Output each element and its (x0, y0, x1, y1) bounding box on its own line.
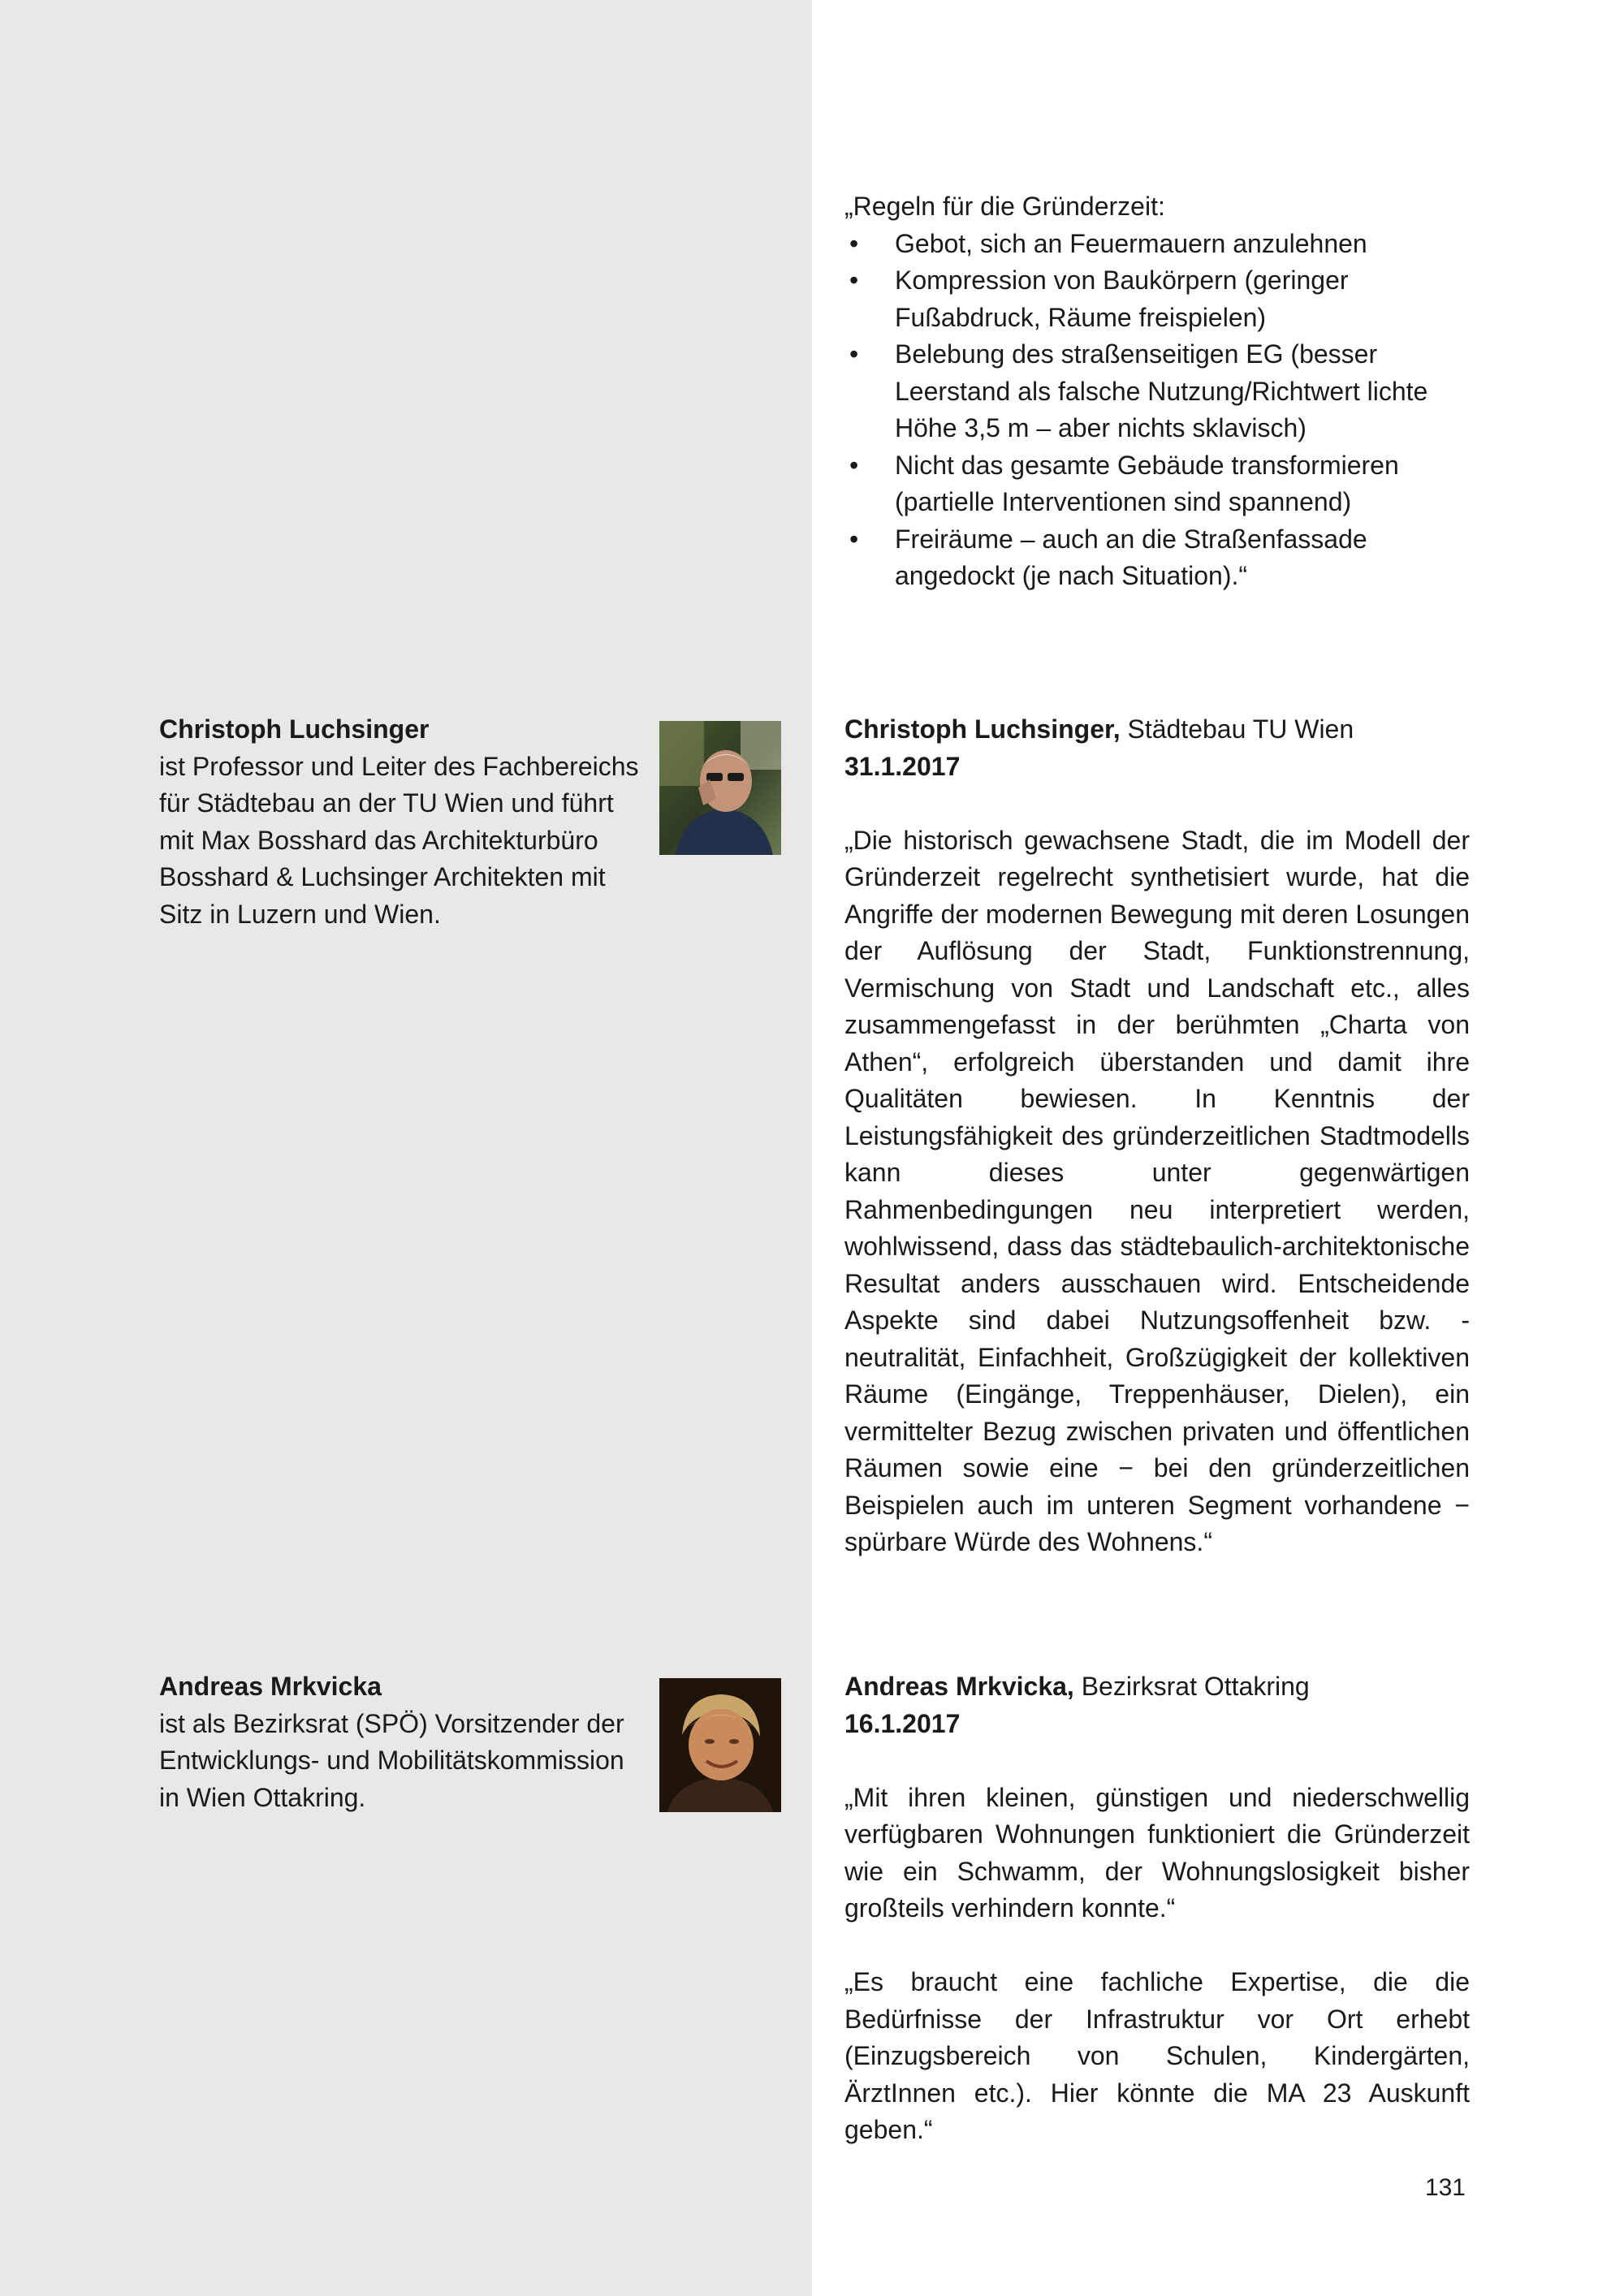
rules-list (844, 226, 1470, 595)
statement-quote-1: „Mit ihren kleinen, günstigen und niederschwellig verfügbaren Wohnungen funktioniert die Gründerzeit wie ein Schwamm, der Wohnungslosigkeit bisher großteils verhindern konnte.“ (844, 1782, 1470, 1923)
statement-author: Andreas Mrkvicka, (844, 1672, 1074, 1701)
portrait-image (659, 721, 781, 855)
statement-luchsinger (844, 711, 1470, 1561)
bio-text: ist als Bezirksrat (SPÖ) Vorsitzender der Entwicklungs- und Mobilitätskommission in Wien Ottakring. (159, 1708, 624, 1812)
bio-text: ist Professor und Leiter des Fachbereichs für Städtebau an der TU Wien und führt mit Max Bosshard das Architekturbüro Bosshard & Luchsinger Architekten mit Sitz in Luzern und Wien. (159, 751, 639, 929)
statement-heading (844, 711, 1470, 749)
portrait-photo-mrkvicka (659, 1678, 781, 1812)
rules-list-item: • Freiräume – auch an die Straßenfassade angedockt (je nach Situation).“ (844, 521, 1470, 595)
bio-name: Christoph Luchsinger (159, 714, 430, 744)
bio-name: Andreas Mrkvicka (159, 1672, 382, 1701)
bio-mrkvicka (159, 1668, 646, 1816)
bio-luchsinger (159, 711, 646, 933)
statement-date: 31.1.2017 (844, 751, 961, 781)
rules-list-item: • Gebot, sich an Feuermauern anzulehnen (844, 226, 1470, 263)
statement-date: 16.1.2017 (844, 1708, 961, 1738)
statement-role: Bezirksrat Ottakring (1073, 1672, 1310, 1701)
rules-intro: „Regeln für die Gründerzeit: (844, 192, 1165, 221)
statement-mrkvicka (844, 1668, 1470, 2149)
rules-list-item: • Kompression von Baukörpern (geringer Fußabdruck, Räume freispielen) (844, 262, 1470, 336)
statement-quote: „Die historisch gewachsene Stadt, die im Modell der Gründerzeit regelrecht synthetisiert wurde, hat die Angriffe der modernen Bewegung mit deren Losungen der Auflösung der Stadt, Funktionstrennung, Vermischung von Stadt und Landschaft etc., alles zusammengefasst in der berühmten „Charta von Athen“, erfolgreich überstanden und damit ihre Qualitäten bewiesen. In Kenntnis der Leistungsfähigkeit des gründerzeitlichen Stadtmodells kann dieses unter gegenwärtigen Rahmenbedingungen neu interpretiert werden, wohlwissend, dass das städtebaulich-architektonische Resultat anders ausschauen wird. Entscheidende Aspekte sind dabei Nutzungsoffenheit bzw. -neutralität, Einfachheit, Großzügigkeit der kollektiven Räume (Eingänge, Treppenhäuser, Dielen), ein vermittelter Bezug zwischen privaten und öffentlichen Räumen sowie eine − bei den gründerzeitlichen Beispielen auch im unteren Segment vorhandene − spürbare Würde des Wohnens.“ (844, 825, 1470, 1556)
statement-heading (844, 1668, 1470, 1706)
statement-role: Städtebau TU Wien (1120, 714, 1354, 744)
portrait-image (659, 1678, 781, 1812)
rules-list-item: • Nicht das gesamte Gebäude transformieren (partielle Interventionen sind spannend) (844, 447, 1470, 521)
statement-quote-2: „Es braucht eine fachliche Expertise, die die Bedürfnisse der Infrastruktur vor Ort erhebt (Einzugsbereich von Schulen, Kindergärten, ÄrztInnen etc.). Hier könnte die MA 23 Auskunft geben.“ (844, 1967, 1470, 2144)
portrait-photo-luchsinger (659, 721, 781, 855)
statement-author: Christoph Luchsinger, (844, 714, 1121, 744)
page-number: 131 (1424, 2174, 1466, 2201)
rules-quote-block (844, 188, 1470, 595)
rules-list-item: • Belebung des straßenseitigen EG (besser Leerstand als falsche Nutzung/Richtwert lichte Höhe 3,5 m – aber nichts sklavisch) (844, 336, 1470, 447)
